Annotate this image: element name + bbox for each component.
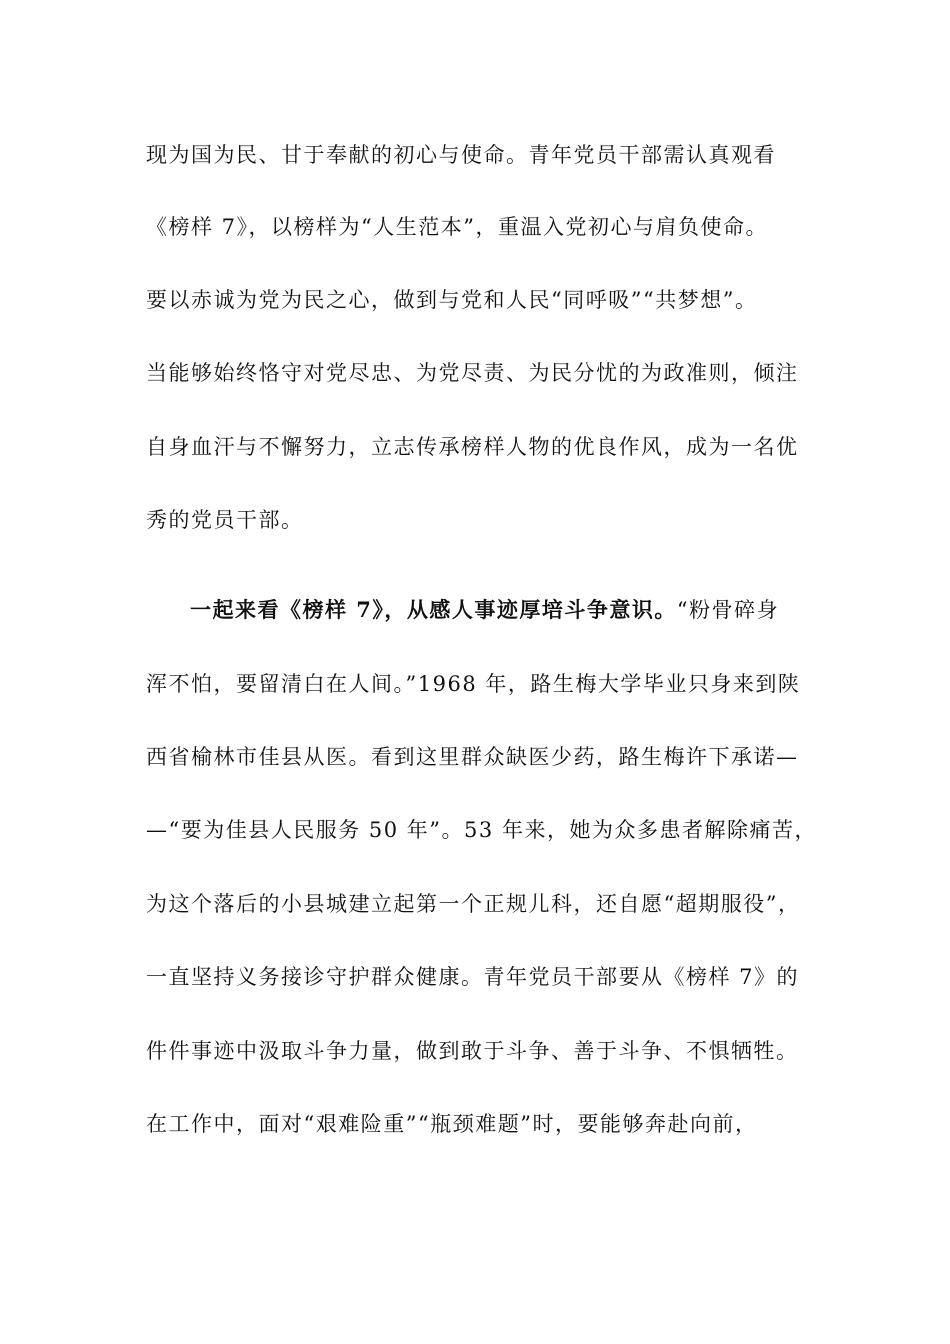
paragraph-1-line-6: 秀的党员干部。 <box>146 508 304 532</box>
paragraph-1-line-5: 自身血汗与不懈努力，立志传承榜样人物的优良作风，成为一名优 <box>146 435 799 459</box>
paragraph-2-line-6: 一直坚持义务接诊守护群众健康。青年党员干部要从《榜样 7》的 <box>146 965 800 989</box>
paragraph-2-line-4: —“要为佳县人民服务 50 年”。53 年来，她为众多患者解除痛苦， <box>146 818 817 842</box>
paragraph-1-line-2: 《榜样 7》，以榜样为“人生范本”，重温入党初心与肩负使命。 <box>146 215 769 239</box>
paragraph-2-line-8: 在工作中，面对“艰难险重”“瓶颈难题”时，要能够奔赴向前， <box>146 1112 758 1136</box>
paragraph-1-line-1: 现为国为民、甘于奉献的初心与使命。青年党员干部需认真观看 <box>146 143 776 167</box>
paragraph-2-line-3: 西省榆林市佳县从医。看到这里群众缺医少药，路生梅许下承诺— <box>146 745 799 769</box>
paragraph-2-line-7: 件件事迹中汲取斗争力量，做到敢于斗争、善于斗争、不惧牺牲。 <box>146 1039 799 1063</box>
paragraph-2-line-2: 浑不怕，要留清白在人间。”1968 年，路生梅大学毕业只身来到陕 <box>146 672 801 696</box>
paragraph-2-line-5: 为这个落后的小县城建立起第一个正规儿科，还自愿“超期服役”， <box>146 892 801 916</box>
paragraph-2-first-line <box>190 590 806 630</box>
paragraph-1-line-4: 当能够始终恪守对党尽忠、为党尽责、为民分忧的为政准则，倾注 <box>146 361 799 385</box>
paragraph-2-first-line-rest: “粉骨碎身 <box>676 598 780 622</box>
paragraph-2-heading: 一起来看《榜样 7》，从感人事迹厚培斗争意识。 <box>190 597 677 622</box>
paragraph-1-line-3: 要以赤诚为党为民之心，做到与党和人民“同呼吸”“共梦想”。 <box>146 288 758 312</box>
